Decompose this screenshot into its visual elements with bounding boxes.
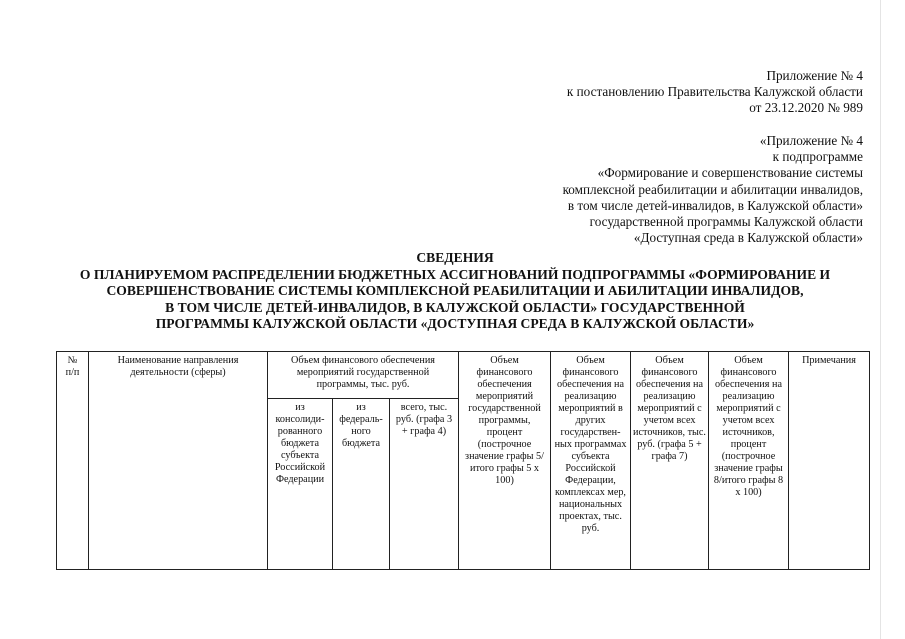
annex-main-line: Приложение № 4 xyxy=(766,68,863,83)
annex-sub-line: «Приложение № 4 xyxy=(759,133,863,148)
column-header-other-programs: Объем финансового обеспечения на реализацию мероприятий в других государствен-ных программах субъекта Российской Федерации, комплексах мер, национальных проектах, тыс. руб. xyxy=(551,352,631,570)
scan-edge-mark xyxy=(880,0,881,639)
annex-sub-line: «Формирование и совершенствование системы xyxy=(597,165,863,181)
budget-allocation-table xyxy=(56,351,870,570)
column-header-all-sources-percent: Объем финансового обеспечения на реализацию мероприятий с учетом всех источников, процент (построчное значение графы 8/итого графы 8 х 100) xyxy=(709,352,789,570)
annex-main-line: к постановлению Правительства Калужской области xyxy=(566,84,863,100)
column-header-total: всего, тыс. руб. (графа 3 + графа 4) xyxy=(390,399,459,570)
title-line: СОВЕРШЕНСТВОВАНИЕ СИСТЕМЫ КОМПЛЕКСНОЙ РЕАБИЛИТАЦИИ И АБИЛИТАЦИИ ИНВАЛИДОВ, xyxy=(106,283,804,299)
annex-sub-line: «Доступная среда в Калужской области» xyxy=(633,230,863,246)
annex-sub-line: к подпрограмме xyxy=(772,149,863,165)
column-header-consolidated-budget: из консолиди-рованного бюджета субъекта Российской Федерации xyxy=(268,399,333,570)
annex-sub-line: комплексной реабилитации и абилитации инвалидов, xyxy=(562,181,863,197)
title-line: ПРОГРАММЫ КАЛУЖСКОЙ ОБЛАСТИ «ДОСТУПНАЯ СРЕДА В КАЛУЖСКОЙ ОБЛАСТИ» xyxy=(155,316,755,332)
column-header-percent-program: Объем финансового обеспечения мероприятий государственной программы, процент (построчное значение графы 5/итого графы 5 х 100) xyxy=(459,352,551,570)
document-title xyxy=(40,250,870,333)
title-line: СВЕДЕНИЯ xyxy=(416,250,494,265)
annex-header-main xyxy=(567,68,863,117)
column-header-number: № п/п xyxy=(57,352,89,570)
annex-header-subprogram xyxy=(563,133,863,246)
column-header-all-sources: Объем финансового обеспечения на реализацию мероприятий с учетом всех источников, тыс. руб. (графа 5 + графа 7) xyxy=(631,352,709,570)
annex-sub-line: в том числе детей-инвалидов, в Калужской области» xyxy=(567,197,863,213)
annex-main-line: от 23.12.2020 № 989 xyxy=(749,100,863,116)
column-header-federal-budget: из федераль-ного бюджета xyxy=(333,399,390,570)
column-header-direction: Наименование направления деятельности (сферы) xyxy=(89,352,268,570)
column-header-financing-group: Объем финансового обеспечения мероприятий государственной программы, тыс. руб. xyxy=(268,352,459,399)
title-line: О ПЛАНИРУЕМОМ РАСПРЕДЕЛЕНИИ БЮДЖЕТНЫХ АССИГНОВАНИЙ ПОДПРОГРАММЫ «ФОРМИРОВАНИЕ И xyxy=(79,266,831,282)
title-line: В ТОМ ЧИСЛЕ ДЕТЕЙ-ИНВАЛИДОВ, В КАЛУЖСКОЙ ОБЛАСТИ» ГОСУДАРСТВЕННОЙ xyxy=(165,299,745,315)
column-header-notes: Примечания xyxy=(789,352,870,570)
annex-sub-line: государственной программы Калужской области xyxy=(589,214,863,230)
